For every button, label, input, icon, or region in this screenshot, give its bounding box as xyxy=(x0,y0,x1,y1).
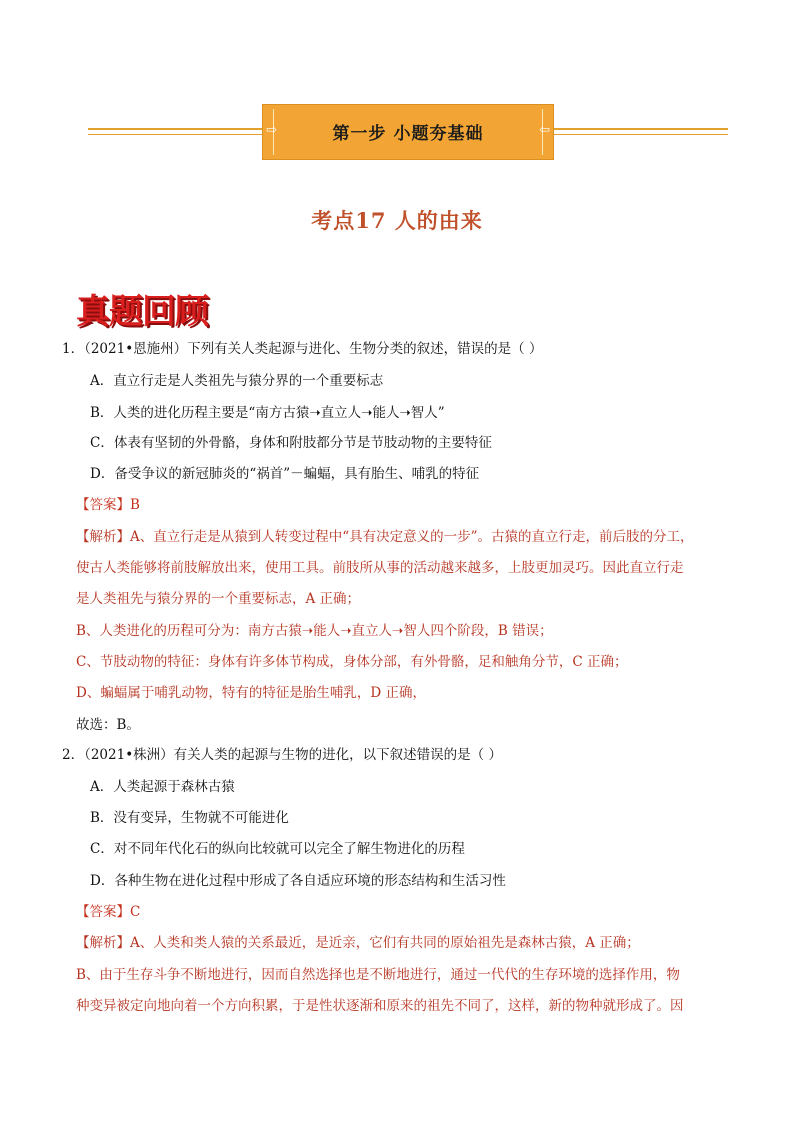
question-2-option-a: A．人类起源于森林古猿 xyxy=(90,779,235,795)
question-2-answer: 【答案】C xyxy=(76,904,141,920)
question-2-option-c: C．对不同年代化石的纵向比较就可以完全了解生物进化的历程 xyxy=(90,841,465,857)
section-banner xyxy=(262,104,554,160)
question-1-analysis-line: 是人类祖先与猿分界的一个重要标志，A 正确； xyxy=(76,591,361,607)
question-2-analysis-line: 种变异被定向地向着一个方向积累，于是性状逐渐和原来的祖先不同了，这样，新的物种就形成了。因 xyxy=(76,998,684,1014)
question-1-analysis-line: C、节肢动物的特征：身体有许多体节构成，身体分部，有外骨骼，足和触角分节，C 正确； xyxy=(76,654,628,670)
arrow-left-icon: ⇦ xyxy=(539,123,550,138)
question-1-analysis-line: 【解析】A、直立行走是从猿到人转变过程中“具有决定意义的一步”。古猿的直立行走，前后肢的分工， xyxy=(76,529,694,545)
question-2-analysis-line: 【解析】A、人类和类人猿的关系最近，是近亲，它们有共同的原始祖先是森林古猿，A 正确； xyxy=(76,935,640,951)
arrow-right-icon: ⇨ xyxy=(266,123,277,138)
question-2-stem: 2．（2021•株洲）有关人类的起源与生物的进化，以下叙述错误的是（ ） xyxy=(62,747,502,763)
question-1-option-d: D．备受争议的新冠肺炎的“祸首”－蝙蝠，具有胎生、哺乳的特征 xyxy=(90,466,480,482)
banner-left-line xyxy=(88,128,262,130)
question-2-analysis-line: B、由于生存斗争不断地进行，因而自然选择也是不断地进行，通过一代代的生存环境的选择作用，物 xyxy=(76,967,680,983)
question-1-conclusion: 故选：B。 xyxy=(76,717,140,733)
question-1-analysis-line: B、人类进化的历程可分为：南方古猿➝能人➝直立人➝智人四个阶段，B 错误； xyxy=(76,623,553,639)
topic-title: 考点17 人的由来 xyxy=(311,208,483,233)
question-1-stem: 1．（2021•恩施州）下列有关人类起源与进化、生物分类的叙述，错误的是（ ） xyxy=(62,341,543,357)
banner-title: 第一步 小题夯基础 xyxy=(332,124,484,144)
banner-left-line-thin xyxy=(88,134,262,135)
banner-right-line xyxy=(554,128,728,130)
question-2-option-d: D．各种生物在进化过程中形成了各自适应环境的形态结构和生活习性 xyxy=(90,873,506,889)
question-1-answer: 【答案】B xyxy=(76,497,140,513)
question-1-option-b: B．人类的进化历程主要是“南方古猿➝直立人➝能人➝智人” xyxy=(90,405,445,421)
question-1-option-a: A．直立行走是人类祖先与猿分界的一个重要标志 xyxy=(90,373,384,389)
question-2-option-b: B．没有变异，生物就不可能进化 xyxy=(90,810,289,826)
section-logo: 真题回顾 xyxy=(76,292,208,332)
banner-right-line-thin xyxy=(554,134,728,135)
question-1-analysis-line: 使古人类能够将前肢解放出来，使用工具。前肢所从事的活动越来越多，上肢更加灵巧。因此直立行走 xyxy=(76,560,684,576)
question-1-analysis-line: D、蝙蝠属于哺乳动物，特有的特征是胎生哺乳，D 正确， xyxy=(76,685,426,701)
question-1-option-c: C．体表有坚韧的外骨骼，身体和附肢都分节是节肢动物的主要特征 xyxy=(90,435,492,451)
